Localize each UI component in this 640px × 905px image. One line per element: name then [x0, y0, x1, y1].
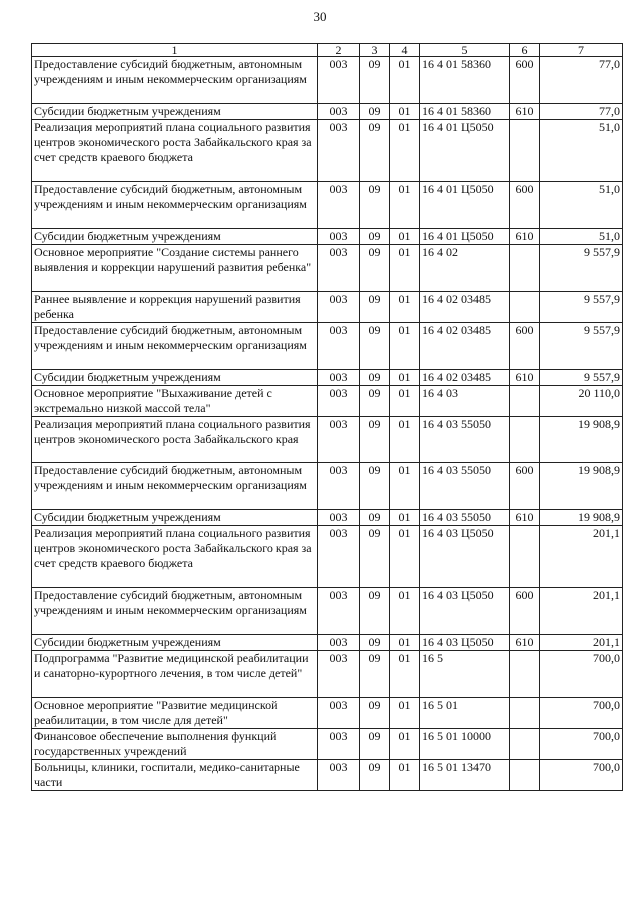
- row-subsection-code: 01: [390, 292, 420, 323]
- row-expense-type-code: 610: [510, 510, 540, 526]
- table-row: [32, 651, 623, 698]
- row-subsection-code: 01: [390, 526, 420, 588]
- row-expense-type-code: [510, 120, 540, 182]
- row-target-article-code: 16 4 02 03485: [420, 370, 510, 386]
- row-target-article-code: 16 4 03 55050: [420, 417, 510, 463]
- column-number-row: [32, 44, 623, 57]
- row-target-article-code: 16 4 03 55050: [420, 510, 510, 526]
- column-header: 2: [318, 44, 360, 57]
- row-expense-type-code: 600: [510, 57, 540, 104]
- table-row: [32, 386, 623, 417]
- row-section-code: 09: [360, 510, 390, 526]
- row-amount: 9 557,9: [540, 292, 623, 323]
- row-expense-type-code: [510, 245, 540, 292]
- row-ministry-code: 003: [318, 588, 360, 635]
- row-ministry-code: 003: [318, 245, 360, 292]
- row-section-code: 09: [360, 104, 390, 120]
- row-expense-type-code: 610: [510, 635, 540, 651]
- column-header: 4: [390, 44, 420, 57]
- table-row: [32, 417, 623, 463]
- row-expense-type-code: [510, 698, 540, 729]
- row-amount: 201,1: [540, 526, 623, 588]
- row-description: Раннее выявление и коррекция нарушений развития ребенка: [32, 292, 318, 323]
- row-amount: 51,0: [540, 229, 623, 245]
- row-amount: 9 557,9: [540, 323, 623, 370]
- row-amount: 9 557,9: [540, 370, 623, 386]
- table-row: [32, 245, 623, 292]
- table-row: [32, 323, 623, 370]
- row-section-code: 09: [360, 292, 390, 323]
- row-section-code: 09: [360, 729, 390, 760]
- row-target-article-code: 16 4 03 Ц5050: [420, 588, 510, 635]
- row-target-article-code: 16 4 01 Ц5050: [420, 229, 510, 245]
- row-amount: 201,1: [540, 635, 623, 651]
- row-target-article-code: 16 5: [420, 651, 510, 698]
- row-ministry-code: 003: [318, 120, 360, 182]
- table-row: [32, 229, 623, 245]
- row-description: Субсидии бюджетным учреждениям: [32, 104, 318, 120]
- row-target-article-code: 16 4 03 55050: [420, 463, 510, 510]
- row-expense-type-code: [510, 417, 540, 463]
- row-description: Реализация мероприятий плана социального развития центров экономического роста Забайкальского края: [32, 417, 318, 463]
- row-target-article-code: 16 4 03: [420, 386, 510, 417]
- table-row: [32, 292, 623, 323]
- row-amount: 9 557,9: [540, 245, 623, 292]
- row-expense-type-code: [510, 386, 540, 417]
- table-row: [32, 526, 623, 588]
- row-description: Реализация мероприятий плана социального развития центров экономического роста Забайкальского края за счет средств краевого бюджета: [32, 120, 318, 182]
- column-header: 1: [32, 44, 318, 57]
- row-section-code: 09: [360, 698, 390, 729]
- column-header: 6: [510, 44, 540, 57]
- row-amount: 700,0: [540, 760, 623, 791]
- row-description: Предоставление субсидий бюджетным, автономным учреждениям и иным некоммерческим организациям: [32, 182, 318, 229]
- row-subsection-code: 01: [390, 104, 420, 120]
- table-body: [32, 57, 623, 791]
- table-row: [32, 182, 623, 229]
- row-subsection-code: 01: [390, 588, 420, 635]
- table-row: [32, 729, 623, 760]
- row-amount: 20 110,0: [540, 386, 623, 417]
- row-amount: 700,0: [540, 651, 623, 698]
- row-subsection-code: 01: [390, 698, 420, 729]
- row-expense-type-code: [510, 526, 540, 588]
- row-target-article-code: 16 4 01 58360: [420, 57, 510, 104]
- row-amount: 700,0: [540, 698, 623, 729]
- row-description: Подпрограмма "Развитие медицинской реабилитации и санаторно-курортного лечения, в том числе детей": [32, 651, 318, 698]
- row-section-code: 09: [360, 526, 390, 588]
- row-section-code: 09: [360, 386, 390, 417]
- row-subsection-code: 01: [390, 57, 420, 104]
- row-description: Финансовое обеспечение выполнения функций государственных учреждений: [32, 729, 318, 760]
- row-description: Субсидии бюджетным учреждениям: [32, 229, 318, 245]
- row-subsection-code: 01: [390, 635, 420, 651]
- row-target-article-code: 16 4 03 Ц5050: [420, 635, 510, 651]
- row-section-code: 09: [360, 463, 390, 510]
- row-section-code: 09: [360, 182, 390, 229]
- row-section-code: 09: [360, 588, 390, 635]
- row-target-article-code: 16 4 03 Ц5050: [420, 526, 510, 588]
- row-amount: 19 908,9: [540, 417, 623, 463]
- row-description: Предоставление субсидий бюджетным, автономным учреждениям и иным некоммерческим организациям: [32, 588, 318, 635]
- page-number: 30: [313, 9, 327, 24]
- row-section-code: 09: [360, 635, 390, 651]
- row-description: Основное мероприятие "Выхаживание детей с экстремально низкой массой тела": [32, 386, 318, 417]
- table-row: [32, 463, 623, 510]
- table-row: [32, 120, 623, 182]
- row-amount: 19 908,9: [540, 510, 623, 526]
- row-amount: 77,0: [540, 104, 623, 120]
- row-amount: 201,1: [540, 588, 623, 635]
- row-ministry-code: 003: [318, 698, 360, 729]
- row-expense-type-code: 610: [510, 104, 540, 120]
- table-row: [32, 698, 623, 729]
- row-target-article-code: 16 5 01: [420, 698, 510, 729]
- row-ministry-code: 003: [318, 182, 360, 229]
- row-description: Субсидии бюджетным учреждениям: [32, 510, 318, 526]
- row-subsection-code: 01: [390, 386, 420, 417]
- row-target-article-code: 16 4 01 Ц5050: [420, 120, 510, 182]
- table-row: [32, 57, 623, 104]
- row-expense-type-code: 610: [510, 370, 540, 386]
- row-subsection-code: 01: [390, 760, 420, 791]
- row-section-code: 09: [360, 57, 390, 104]
- row-ministry-code: 003: [318, 417, 360, 463]
- row-subsection-code: 01: [390, 120, 420, 182]
- row-section-code: 09: [360, 651, 390, 698]
- row-expense-type-code: 600: [510, 323, 540, 370]
- row-ministry-code: 003: [318, 386, 360, 417]
- column-header: 7: [540, 44, 623, 57]
- row-ministry-code: 003: [318, 370, 360, 386]
- row-expense-type-code: [510, 651, 540, 698]
- row-section-code: 09: [360, 120, 390, 182]
- row-ministry-code: 003: [318, 526, 360, 588]
- row-expense-type-code: 600: [510, 463, 540, 510]
- row-ministry-code: 003: [318, 104, 360, 120]
- row-description: Предоставление субсидий бюджетным, автономным учреждениям и иным некоммерческим организациям: [32, 57, 318, 104]
- row-subsection-code: 01: [390, 510, 420, 526]
- row-description: Предоставление субсидий бюджетным, автономным учреждениям и иным некоммерческим организациям: [32, 323, 318, 370]
- row-amount: 77,0: [540, 57, 623, 104]
- row-target-article-code: 16 5 01 10000: [420, 729, 510, 760]
- row-description: Предоставление субсидий бюджетным, автономным учреждениям и иным некоммерческим организациям: [32, 463, 318, 510]
- row-subsection-code: 01: [390, 417, 420, 463]
- row-expense-type-code: [510, 729, 540, 760]
- row-section-code: 09: [360, 417, 390, 463]
- table-row: [32, 588, 623, 635]
- row-section-code: 09: [360, 760, 390, 791]
- row-amount: 700,0: [540, 729, 623, 760]
- row-target-article-code: 16 5 01 13470: [420, 760, 510, 791]
- row-ministry-code: 003: [318, 229, 360, 245]
- row-expense-type-code: 610: [510, 229, 540, 245]
- row-target-article-code: 16 4 02: [420, 245, 510, 292]
- row-ministry-code: 003: [318, 651, 360, 698]
- row-target-article-code: 16 4 01 Ц5050: [420, 182, 510, 229]
- row-subsection-code: 01: [390, 729, 420, 760]
- row-description: Основное мероприятие "Развитие медицинской реабилитации, в том числе для детей": [32, 698, 318, 729]
- row-expense-type-code: [510, 760, 540, 791]
- row-ministry-code: 003: [318, 760, 360, 791]
- row-target-article-code: 16 4 01 58360: [420, 104, 510, 120]
- row-section-code: 09: [360, 229, 390, 245]
- row-ministry-code: 003: [318, 57, 360, 104]
- row-subsection-code: 01: [390, 651, 420, 698]
- row-amount: 19 908,9: [540, 463, 623, 510]
- budget-table: [31, 43, 623, 791]
- column-header: 3: [360, 44, 390, 57]
- row-subsection-code: 01: [390, 370, 420, 386]
- row-expense-type-code: 600: [510, 182, 540, 229]
- row-expense-type-code: 600: [510, 588, 540, 635]
- table-row: [32, 635, 623, 651]
- row-ministry-code: 003: [318, 323, 360, 370]
- row-ministry-code: 003: [318, 635, 360, 651]
- column-header: 5: [420, 44, 510, 57]
- row-subsection-code: 01: [390, 182, 420, 229]
- row-section-code: 09: [360, 370, 390, 386]
- row-expense-type-code: [510, 292, 540, 323]
- table-row: [32, 510, 623, 526]
- row-ministry-code: 003: [318, 463, 360, 510]
- row-description: Больницы, клиники, госпитали, медико-санитарные части: [32, 760, 318, 791]
- row-amount: 51,0: [540, 120, 623, 182]
- row-description: Субсидии бюджетным учреждениям: [32, 370, 318, 386]
- row-ministry-code: 003: [318, 292, 360, 323]
- row-subsection-code: 01: [390, 463, 420, 510]
- table-row: [32, 104, 623, 120]
- row-description: Основное мероприятие "Создание системы раннего выявления и коррекции нарушений развития ребенка": [32, 245, 318, 292]
- table-row: [32, 370, 623, 386]
- row-description: Субсидии бюджетным учреждениям: [32, 635, 318, 651]
- row-subsection-code: 01: [390, 245, 420, 292]
- table-row: [32, 760, 623, 791]
- row-ministry-code: 003: [318, 510, 360, 526]
- row-ministry-code: 003: [318, 729, 360, 760]
- row-amount: 51,0: [540, 182, 623, 229]
- row-subsection-code: 01: [390, 229, 420, 245]
- row-section-code: 09: [360, 323, 390, 370]
- row-target-article-code: 16 4 02 03485: [420, 292, 510, 323]
- row-section-code: 09: [360, 245, 390, 292]
- row-target-article-code: 16 4 02 03485: [420, 323, 510, 370]
- row-description: Реализация мероприятий плана социального развития центров экономического роста Забайкальского края за счет средств краевого бюджета: [32, 526, 318, 588]
- row-subsection-code: 01: [390, 323, 420, 370]
